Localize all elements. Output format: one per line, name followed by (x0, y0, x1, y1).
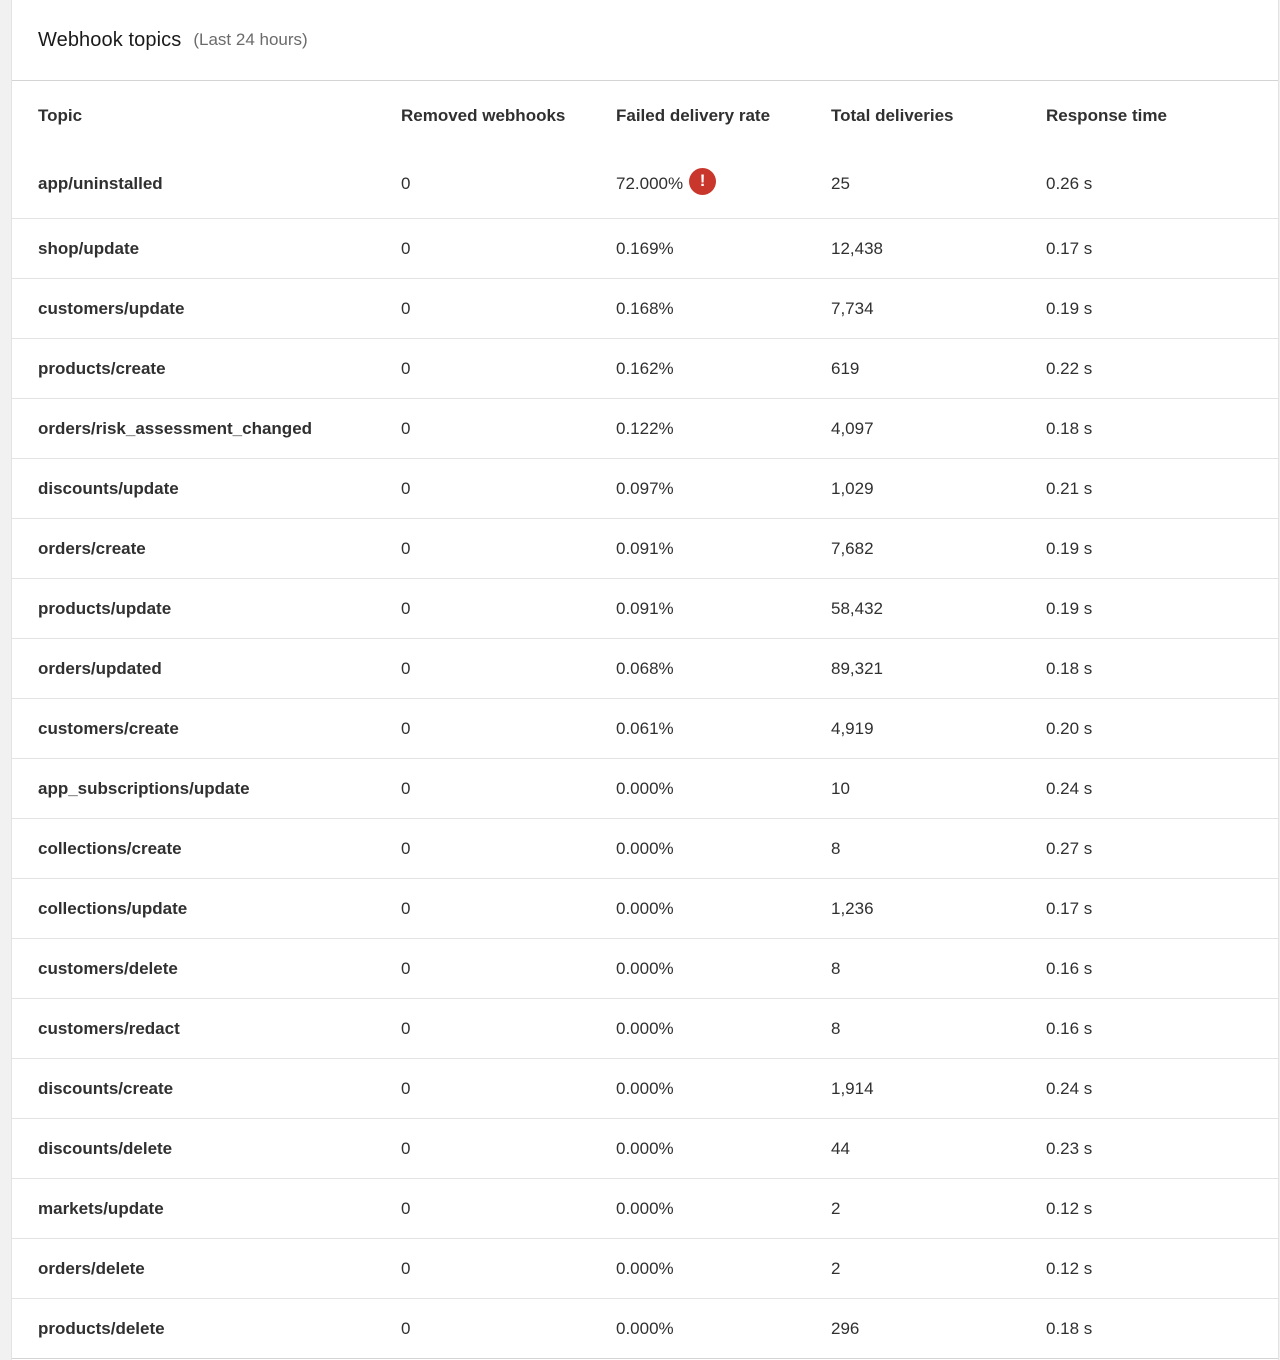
cell-response-time: 0.24 s (1046, 1059, 1278, 1119)
table-row (12, 1179, 1278, 1239)
failed-rate-value: 0.162% (616, 358, 674, 378)
cell-response-time: 0.24 s (1046, 759, 1278, 819)
cell-topic: app/uninstalled (38, 174, 163, 193)
column-header-removed-webhooks: Removed webhooks (401, 105, 566, 125)
cell-response-time: 0.16 s (1046, 999, 1278, 1059)
cell-failed-delivery-rate (616, 339, 831, 399)
cell-removed-webhooks: 0 (401, 999, 616, 1059)
table-row (12, 219, 1278, 279)
column-header-response-time: Response time (1046, 105, 1167, 125)
table-row (12, 459, 1278, 519)
table-row (12, 1059, 1278, 1119)
cell-response-time: 0.18 s (1046, 639, 1278, 699)
cell-failed-delivery-rate (616, 150, 831, 219)
cell-total-deliveries: 7,682 (831, 519, 1046, 579)
failed-rate-value: 0.000% (616, 1258, 674, 1278)
cell-response-time: 0.18 s (1046, 399, 1278, 459)
cell-total-deliveries: 619 (831, 339, 1046, 399)
table-row (12, 819, 1278, 879)
cell-failed-delivery-rate (616, 1179, 831, 1239)
table-row (12, 879, 1278, 939)
cell-removed-webhooks: 0 (401, 1119, 616, 1179)
cell-total-deliveries: 8 (831, 819, 1046, 879)
cell-topic: app_subscriptions/update (12, 759, 401, 819)
failed-rate-value: 0.097% (616, 478, 674, 498)
cell-failed-delivery-rate (616, 939, 831, 999)
column-header-topic: Topic (38, 105, 83, 125)
webhook-topics-card (11, 0, 1279, 1360)
cell-removed-webhooks: 0 (401, 174, 411, 193)
failed-rate-value: 0.168% (616, 298, 674, 318)
cell-failed-delivery-rate (616, 579, 831, 639)
failed-rate-value: 0.068% (616, 658, 674, 678)
cell-failed-delivery-rate (616, 459, 831, 519)
cell-topic: discounts/create (12, 1059, 401, 1119)
cell-topic: shop/update (12, 219, 401, 279)
cell-failed-delivery-rate (616, 1299, 831, 1359)
cell-removed-webhooks: 0 (401, 1239, 616, 1299)
table-row (12, 279, 1278, 339)
cell-removed-webhooks: 0 (401, 519, 616, 579)
cell-total-deliveries: 12,438 (831, 219, 1046, 279)
cell-response-time: 0.22 s (1046, 339, 1278, 399)
cell-failed-delivery-rate (616, 279, 831, 339)
cell-topic: customers/redact (12, 999, 401, 1059)
cell-topic: discounts/update (12, 459, 401, 519)
card-title: Webhook topics (38, 28, 182, 51)
table-row (12, 150, 1278, 219)
table-row (12, 1299, 1278, 1359)
failed-rate-value: 0.000% (616, 1198, 674, 1218)
cell-total-deliveries: 2 (831, 1179, 1046, 1239)
cell-failed-delivery-rate (616, 1239, 831, 1299)
cell-failed-delivery-rate (616, 399, 831, 459)
cell-topic: collections/update (12, 879, 401, 939)
cell-removed-webhooks: 0 (401, 759, 616, 819)
cell-failed-delivery-rate (616, 519, 831, 579)
cell-removed-webhooks: 0 (401, 699, 616, 759)
table-row (12, 339, 1278, 399)
cell-failed-delivery-rate (616, 999, 831, 1059)
table-row (12, 579, 1278, 639)
cell-response-time: 0.26 s (1046, 174, 1093, 193)
failed-rate-wrap (616, 779, 674, 799)
table-row (12, 999, 1278, 1059)
cell-removed-webhooks: 0 (401, 939, 616, 999)
failed-rate-wrap (616, 1079, 674, 1099)
table-row (12, 939, 1278, 999)
table-header-row (12, 81, 1278, 150)
failed-rate-value: 72.000% (616, 174, 684, 193)
failed-rate-wrap (616, 479, 674, 499)
failed-rate-wrap (616, 1139, 674, 1159)
table-row (12, 399, 1278, 459)
table-row (12, 699, 1278, 759)
table-row (12, 519, 1278, 579)
failed-rate-wrap (616, 239, 674, 259)
failed-rate-value: 0.000% (616, 1138, 674, 1158)
card-subtitle: (Last 24 hours) (193, 30, 308, 49)
failed-rate-wrap (616, 1319, 674, 1339)
cell-response-time: 0.21 s (1046, 459, 1278, 519)
cell-removed-webhooks: 0 (401, 279, 616, 339)
alert-icon: ! (689, 168, 716, 195)
cell-response-time: 0.17 s (1046, 879, 1278, 939)
cell-total-deliveries: 4,919 (831, 699, 1046, 759)
cell-failed-delivery-rate (616, 1119, 831, 1179)
failed-rate-value: 0.169% (616, 238, 674, 258)
failed-rate-value: 0.061% (616, 718, 674, 738)
cell-topic: products/create (12, 339, 401, 399)
cell-response-time: 0.23 s (1046, 1119, 1278, 1179)
cell-failed-delivery-rate (616, 879, 831, 939)
cell-removed-webhooks: 0 (401, 639, 616, 699)
table-row (12, 1239, 1278, 1299)
webhook-topics-table (12, 81, 1278, 1359)
failed-rate-wrap (616, 171, 716, 198)
failed-rate-value: 0.000% (616, 838, 674, 858)
failed-rate-wrap (616, 599, 674, 619)
cell-failed-delivery-rate (616, 219, 831, 279)
cell-total-deliveries: 8 (831, 999, 1046, 1059)
column-header-failed-delivery-rate: Failed delivery rate (616, 105, 771, 125)
cell-removed-webhooks: 0 (401, 819, 616, 879)
cell-topic: customers/update (12, 279, 401, 339)
table-row (12, 639, 1278, 699)
failed-rate-wrap (616, 1019, 674, 1039)
cell-response-time: 0.16 s (1046, 939, 1278, 999)
cell-removed-webhooks: 0 (401, 399, 616, 459)
cell-topic: orders/updated (12, 639, 401, 699)
cell-removed-webhooks: 0 (401, 879, 616, 939)
cell-topic: products/delete (12, 1299, 401, 1359)
cell-topic: orders/delete (12, 1239, 401, 1299)
cell-failed-delivery-rate (616, 699, 831, 759)
cell-removed-webhooks: 0 (401, 219, 616, 279)
cell-topic: products/update (12, 579, 401, 639)
cell-topic: customers/create (12, 699, 401, 759)
cell-failed-delivery-rate (616, 639, 831, 699)
failed-rate-wrap (616, 839, 674, 859)
cell-topic: orders/risk_assessment_changed (12, 399, 401, 459)
cell-topic: markets/update (12, 1179, 401, 1239)
failed-rate-wrap (616, 719, 674, 739)
cell-response-time: 0.12 s (1046, 1239, 1278, 1299)
failed-rate-wrap (616, 359, 674, 379)
cell-total-deliveries: 58,432 (831, 579, 1046, 639)
cell-response-time: 0.17 s (1046, 219, 1278, 279)
failed-rate-wrap (616, 659, 674, 679)
cell-removed-webhooks: 0 (401, 579, 616, 639)
cell-total-deliveries: 89,321 (831, 639, 1046, 699)
table-body (12, 150, 1278, 1359)
failed-rate-wrap (616, 539, 674, 559)
failed-rate-value: 0.000% (616, 958, 674, 978)
cell-topic: orders/create (12, 519, 401, 579)
table-row (12, 1119, 1278, 1179)
cell-removed-webhooks: 0 (401, 339, 616, 399)
cell-response-time: 0.18 s (1046, 1299, 1278, 1359)
failed-rate-value: 0.091% (616, 598, 674, 618)
cell-removed-webhooks: 0 (401, 1299, 616, 1359)
failed-rate-value: 0.000% (616, 1318, 674, 1338)
failed-rate-value: 0.000% (616, 778, 674, 798)
cell-total-deliveries: 2 (831, 1239, 1046, 1299)
cell-total-deliveries: 1,029 (831, 459, 1046, 519)
cell-removed-webhooks: 0 (401, 459, 616, 519)
cell-total-deliveries: 1,236 (831, 879, 1046, 939)
cell-response-time: 0.27 s (1046, 819, 1278, 879)
cell-total-deliveries: 296 (831, 1299, 1046, 1359)
cell-total-deliveries: 7,734 (831, 279, 1046, 339)
failed-rate-value: 0.000% (616, 898, 674, 918)
cell-removed-webhooks: 0 (401, 1179, 616, 1239)
failed-rate-value: 0.000% (616, 1018, 674, 1038)
cell-removed-webhooks: 0 (401, 1059, 616, 1119)
table-row (12, 759, 1278, 819)
failed-rate-wrap (616, 1259, 674, 1279)
cell-failed-delivery-rate (616, 1059, 831, 1119)
cell-topic: customers/delete (12, 939, 401, 999)
cell-failed-delivery-rate (616, 759, 831, 819)
cell-total-deliveries: 44 (831, 1119, 1046, 1179)
cell-topic: discounts/delete (12, 1119, 401, 1179)
cell-failed-delivery-rate (616, 819, 831, 879)
failed-rate-wrap (616, 419, 674, 439)
cell-total-deliveries: 8 (831, 939, 1046, 999)
cell-response-time: 0.19 s (1046, 579, 1278, 639)
column-header-total-deliveries: Total deliveries (831, 105, 954, 125)
failed-rate-value: 0.122% (616, 418, 674, 438)
cell-total-deliveries: 4,097 (831, 399, 1046, 459)
cell-topic: collections/create (12, 819, 401, 879)
cell-total-deliveries: 10 (831, 759, 1046, 819)
card-header (12, 0, 1278, 81)
cell-response-time: 0.20 s (1046, 699, 1278, 759)
failed-rate-value: 0.091% (616, 538, 674, 558)
failed-rate-wrap (616, 899, 674, 919)
cell-response-time: 0.19 s (1046, 279, 1278, 339)
cell-response-time: 0.19 s (1046, 519, 1278, 579)
failed-rate-wrap (616, 1199, 674, 1219)
failed-rate-value: 0.000% (616, 1078, 674, 1098)
failed-rate-wrap (616, 299, 674, 319)
cell-response-time: 0.12 s (1046, 1179, 1278, 1239)
cell-total-deliveries: 25 (831, 174, 850, 193)
failed-rate-wrap (616, 959, 674, 979)
cell-total-deliveries: 1,914 (831, 1059, 1046, 1119)
